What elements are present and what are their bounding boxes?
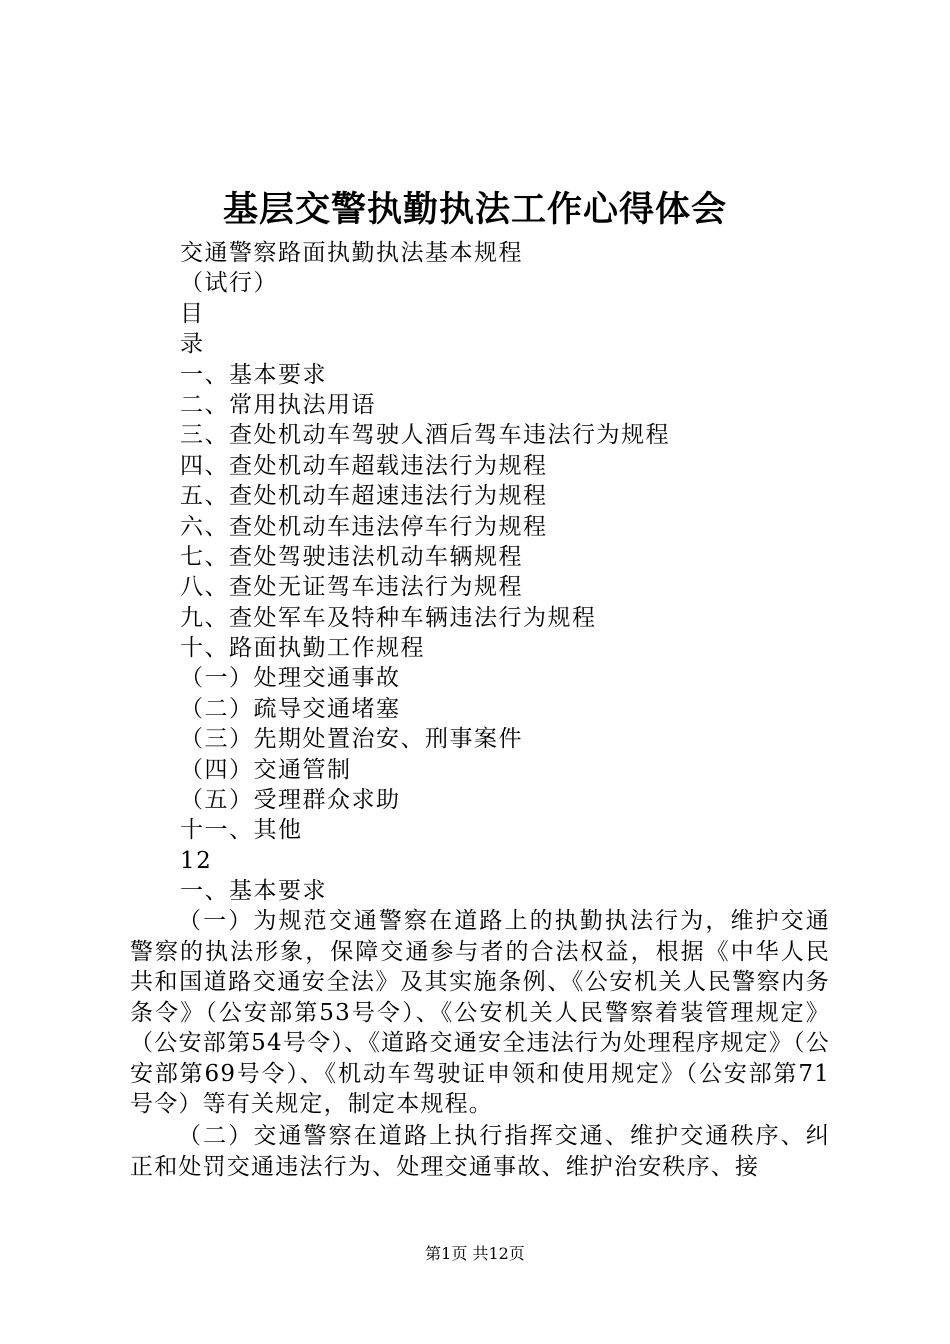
toc-line: 录 [180,331,205,358]
toc-line: 12 [180,847,213,874]
document-title: 基层交警执勤执法工作心得体会 [222,189,727,230]
toc-line: 二、常用执法用语 [180,391,376,418]
toc-line: 十、路面执勤工作规程 [180,635,425,662]
toc-line: 七、查处驾驶违法机动车辆规程 [180,543,523,570]
toc-line: （三）先期处置治安、刑事案件 [180,726,523,753]
page-footer: 第1页 共12页 [425,1244,525,1263]
toc-line: （一）处理交通事故 [180,665,401,692]
toc-line: 九、查处军车及特种车辆违法行为规程 [180,604,597,631]
toc-line: 八、查处无证驾车违法行为规程 [180,574,523,601]
body-paragraph: （一）为规范交通警察在道路上的执勤执法行为，维护交通警察的执法形象，保障交通参与者的合法权益，根据《中华人民共和国道路交通安全法》及其实施条例、《公安机关人民警察内务条令》（公安部第53号令）、《公安机关人民警察着装管理规定》（公安部第54号令）、《道路交通安全违法行为处理程序规定》（公安部第69号令）、《机动车驾驶证申领和使用规定》（公安部第71号令）等有关规定，制定本规程。 [130,908,830,1117]
toc-line: 六、查处机动车违法停车行为规程 [180,513,548,540]
table-of-contents [180,238,670,876]
toc-line: 五、查处机动车超速违法行为规程 [180,483,548,510]
toc-line: （五）受理群众求助 [180,787,401,814]
body-paragraph: （二）交通警察在道路上执行指挥交通、维护交通秩序、纠正和处罚交通违法行为、处理交通事故、维护治安秩序、接 [130,1123,830,1180]
toc-line: 一、基本要求 [180,361,327,388]
toc-line: 交通警察路面执勤执法基本规程 [180,240,523,266]
toc-line: （试行） [180,270,278,297]
toc-line: 三、查处机动车驾驶人酒后驾车违法行为规程 [180,422,670,449]
toc-line: 目 [180,300,205,327]
toc-line: 十一、其他 [180,817,303,844]
toc-line: 四、查处机动车超载违法行为规程 [180,452,548,479]
toc-line: （二）疏导交通堵塞 [180,695,401,722]
section-heading: 一、基本要求 [180,878,327,904]
toc-line: （四）交通管制 [180,756,352,783]
